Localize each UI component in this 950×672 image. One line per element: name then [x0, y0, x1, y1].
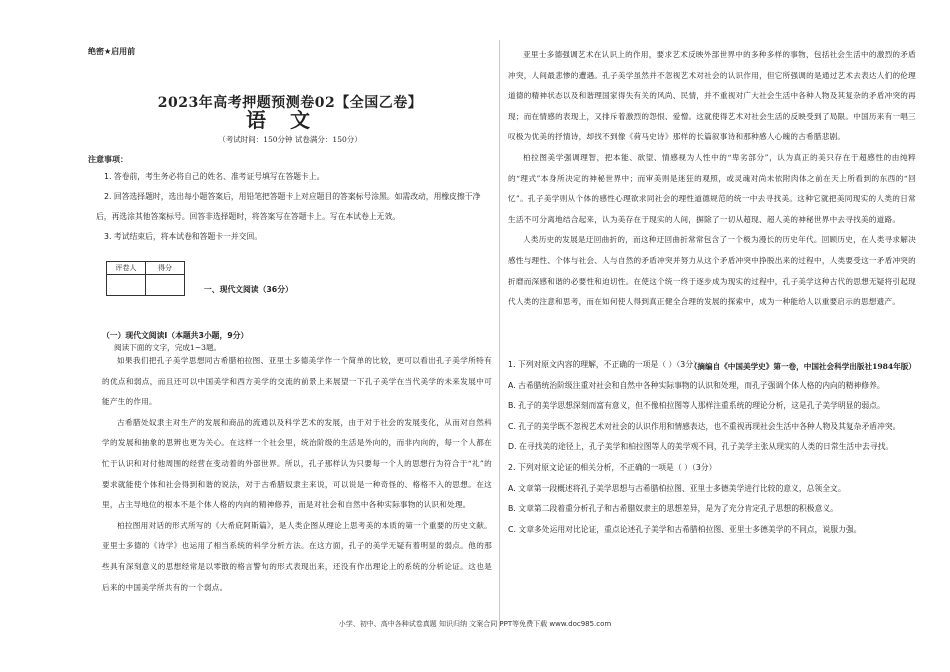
question-1-option-d: D. 在寻找美的途径上，孔子美学和柏拉图等人的美学观不同，孔子美学主张从现实的人类的日常生活中去寻找。: [508, 442, 894, 452]
questions: [508, 355, 916, 540]
note-item: 3. 考试结束后，将本试卷和答题卡一并交回。: [104, 232, 263, 241]
score-table-cell: [146, 275, 185, 296]
passage-paragraph: 亚里士多德强调艺术在认识上的作用，要求艺术反映外部世界中的多种多样的事物，包括社会生活中的激烈的矛盾冲突，人间最悲惨的遭遇。孔子美学虽然并不忽视艺术对社会的认识作用，但它所强调的是通过艺术去表达人们的伦理道德的精神状态以及和谐理国家得失有关的风尚、民情，并不重视对广大社会生活中各种人物及其复杂的矛盾冲突的再现；而在情感的表现上，又排斥着激烈的怨恨、爱憎。这就使得艺术对社会生活的反映受到了局限。中国历来有一唱三叹极为优美的抒情诗，却找不到像《荷马史诗》那样的长篇叙事诗和那种感人心魄的古希腊悲剧。: [508, 50, 916, 142]
question-1-option-a: A. 古希腊统治阶级注重对社会和自然中各种实际事物的认识和处理，而孔子强调个体人格的内向的精神修养。: [508, 380, 885, 390]
question-2-option-c: C. 文章多处运用对比论证，重点论述孔子美学和古希腊柏拉图、亚里士多德美学的不同点，说服力强。: [508, 524, 862, 534]
section-title: 一、现代文阅读（36分）: [204, 285, 293, 294]
score-table: [106, 261, 185, 296]
passage-right: [508, 45, 916, 313]
exam-info: （考试时间：150分钟 试卷满分：150分）: [218, 135, 362, 144]
passage-paragraph: 如果我们把孔子美学思想同古希腊柏拉图、亚里士多德美学作一个简单的比较，更可以看出孔子美学所特有的优点和弱点，而且还可以中国美学和西方美学的交流的前景上来展望一下孔子美学在当代美学的未来发展中可能产生的作用。: [102, 356, 492, 407]
score-table-cell: [107, 275, 146, 296]
question-2-option-a: A. 文章第一段概述将孔子美学思想与古希腊柏拉图、亚里士多德美学进行比较的意义，总领全文。: [508, 483, 846, 493]
notes-heading: 注意事项：: [88, 155, 128, 164]
question-1-stem: 1. 下列对原文内容的理解，不正确的一项是（ ）（3分）: [508, 360, 701, 369]
passage-paragraph: 柏拉图用对话的形式所写的《大希庇阿斯篇》，是人类企图从理论上思考美的本质的第一个重要的历史文献。亚里士多德的《诗学》也运用了相当系统的科学分析方法。在这方面，孔子的美学无疑有着明显的弱点。他的那些具有深刻意义的思想经常是以零散的格言警句的形式表现出来，还没有作出理论上的系统的分析论证。这也是后来的中国美学所共有的一个弱点。: [102, 520, 492, 592]
question-1-option-b: B. 孔子的美学思想深刻而富有意义，但不像柏拉图等人那样注重系统的理论分析，这是孔子美学明显的弱点。: [508, 401, 885, 411]
note-item: 1. 答卷前，考生务必将自己的姓名、准考证号填写在答题卡上。: [104, 172, 325, 181]
sub-section-heading: （一）现代文阅读Ⅰ（本题共3小题，9分）: [102, 331, 249, 340]
passage-paragraph: 古希腊处奴隶主对生产的发展和商品的流通以及科学艺术的发展，由于对于社会的发展变化，从而对自然科学的发展和抽象的思辨也更为关心。在这样一个社会里，统治阶级的生活是外向的，而非内向的，每一个人都在忙于认识和对付他周围的经营在变动着的外部世界。所以，孔子那样认为只要每一个人的思想行为符合于“礼”的要求就能使个体和社会得到和谐的说法，对于古希腊奴隶主来说，可以说是一种奇怪的、格格不入的思想。在这里，占主导地位的根本不是个体人格的内向的精神修养，而是对社会和自然中各种实际事物的认识和处理。: [102, 417, 492, 510]
score-table-header-grader: 评卷人: [107, 262, 146, 275]
secret-label: 绝密★启用前: [88, 47, 136, 56]
question-2-stem: 2. 下列对原文论证的相关分析，不正确的一项是（ ）（3分）: [508, 462, 717, 472]
subject-title: 语文: [246, 108, 334, 132]
score-table-header-score: 得分: [146, 262, 185, 275]
passage-paragraph: 柏拉图美学强调理智，把本能、欲望、情感视为人性中的“卑劣部分”，认为真正的美只存在于超感性的由纯粹的“理式”本身所决定的神秘世界中；而审美则是迷狂的观照，或灵魂对尚未依附肉体之前在天上所看到的东西的“回忆”。孔子美学则从个体的感性心理欲求同社会的理性道德规范的统一中去寻找美。这种它就把美同现实的人类的日常生活不可分离地结合起来，认为美存在于现实的人间，摒除了一切从超现、超人美的神秘世界中去寻找美的道路。: [508, 152, 916, 224]
passage-source: （摘编自《中国美学史》第一卷，中国社会科学出版社1984年版）: [689, 362, 916, 371]
reading-instruction: 阅读下面的文字，完成1~3题。: [114, 343, 222, 352]
question-2-option-b: B. 文章第二段着重分析孔子和古希腊奴隶主的思想差异，是为了充分肯定孔子思想的积极意义。: [508, 504, 838, 514]
note-item: 2. 回答选择题时，选出每小题答案后，用铅笔把答题卡上对应题目的答案标号涂黑。如需改动，用橡皮擦干净后，再选涂其他答案标号。回答非选择题时，将答案写在答题卡上。写在本试卷上无效。: [96, 192, 481, 221]
passage-paragraph: 人类历史的发展是迂回曲折的，而这种迂回曲折常常包含了一个极为漫长的历史年代。回顾历史，在人类寻求解决感性与理性、个体与社会、人与自然的矛盾冲突并努力从这个矛盾冲突中挣脱出来的过程中，人类要受这一矛盾冲突的折磨而深感和谐的必要性和迫切性。在使这个统一终于逐步成为现实的过程中，孔子美学这种古代的思想无疑将引起现代人类的注意和思考，而在如何使人得到真正健全合理的发展的探索中，成为一种能给人以重要启示的思想遗产。: [508, 235, 916, 307]
column-divider: [499, 40, 500, 630]
question-1-option-c: C. 孔子的美学既不忽视艺术对社会的认识作用和情感表达，也不重视再现社会生活中各种人物及其复杂矛盾冲突。: [508, 421, 901, 431]
exam-title: 2023年高考押题预测卷02【全国乙卷】: [157, 95, 423, 111]
footer-text: 小学、初中、高中各种试卷真题 知识归纳 文案合同 PPT等免费下载 www.doc985.com: [338, 620, 612, 628]
passage-left: [102, 351, 492, 598]
